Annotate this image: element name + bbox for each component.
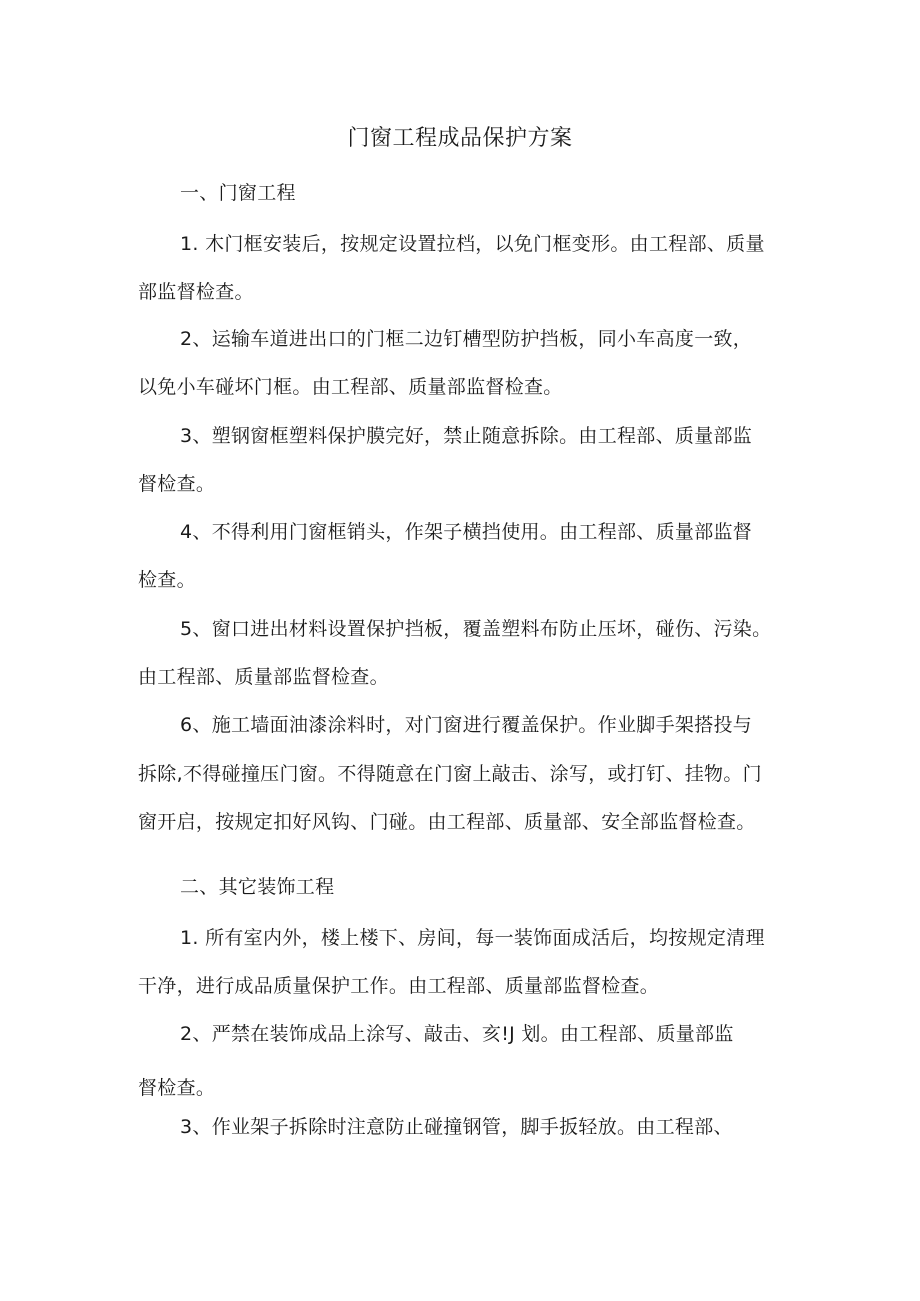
section-heading-other-decoration: 二、其它装饰工程 [180,876,335,898]
section-heading-doors-windows: 一、门窗工程 [180,182,296,204]
paragraph-line: 督检查。 [138,473,216,495]
paragraph-line: 窗开启，按规定扣好风钩、门碰。由工程部、质量部、安全部监督检查。 [138,811,756,833]
paragraph-line: 3、作业架子拆除时注意防止碰撞钢管，脚手扳轻放。由工程部、 [180,1116,733,1138]
paragraph-line: 部监督检查。 [138,281,254,303]
paragraph-line: 由工程部、质量部监督检查。 [138,666,389,688]
paragraph-line: 以免小车碰坏门框。由工程部、质量部监督检查。 [138,376,563,398]
paragraph-line: 2、运输车道进出口的门框二边钉槽型防护挡板，同小车高度一致， [180,328,753,350]
paragraph-line: 督检查。 [138,1077,216,1099]
paragraph-line: 1. 木门框安装后，按规定设置拉档，以免门框变形。由工程部、质量 [180,233,765,255]
paragraph-line: 拆除,不得碰撞压门窗。不得随意在门窗上敲击、涂写，或打钉、挂物。门 [138,763,762,785]
document-title: 门窗工程成品保护方案 [347,126,573,151]
paragraph-line: 检查。 [138,569,196,591]
paragraph-line: 1. 所有室内外，楼上楼下、房间，每一装饰面成活后，均按规定清理 [180,927,765,949]
paragraph-line: 5、窗口进出材料设置保护挡板，覆盖塑料布防止压坏，碰伤、污染。 [180,618,772,640]
paragraph-line: 6、施工墙面油漆涂料时，对门窗进行覆盖保护。作业脚手架搭投与 [180,714,753,736]
paragraph-line: 干净，进行成品质量保护工作。由工程部、质量部监督检查。 [138,975,660,997]
paragraph-line: 3、塑钢窗框塑料保护膜完好，禁止随意拆除。由工程部、质量部监 [180,425,753,447]
paragraph-line: 4、不得利用门窗框销头，作架子横挡使用。由工程部、质量部监督 [180,521,753,543]
paragraph-line: 2、严禁在装饰成品上涂写、敲击、亥!J 划。由工程部、质量部监 [180,1023,734,1045]
